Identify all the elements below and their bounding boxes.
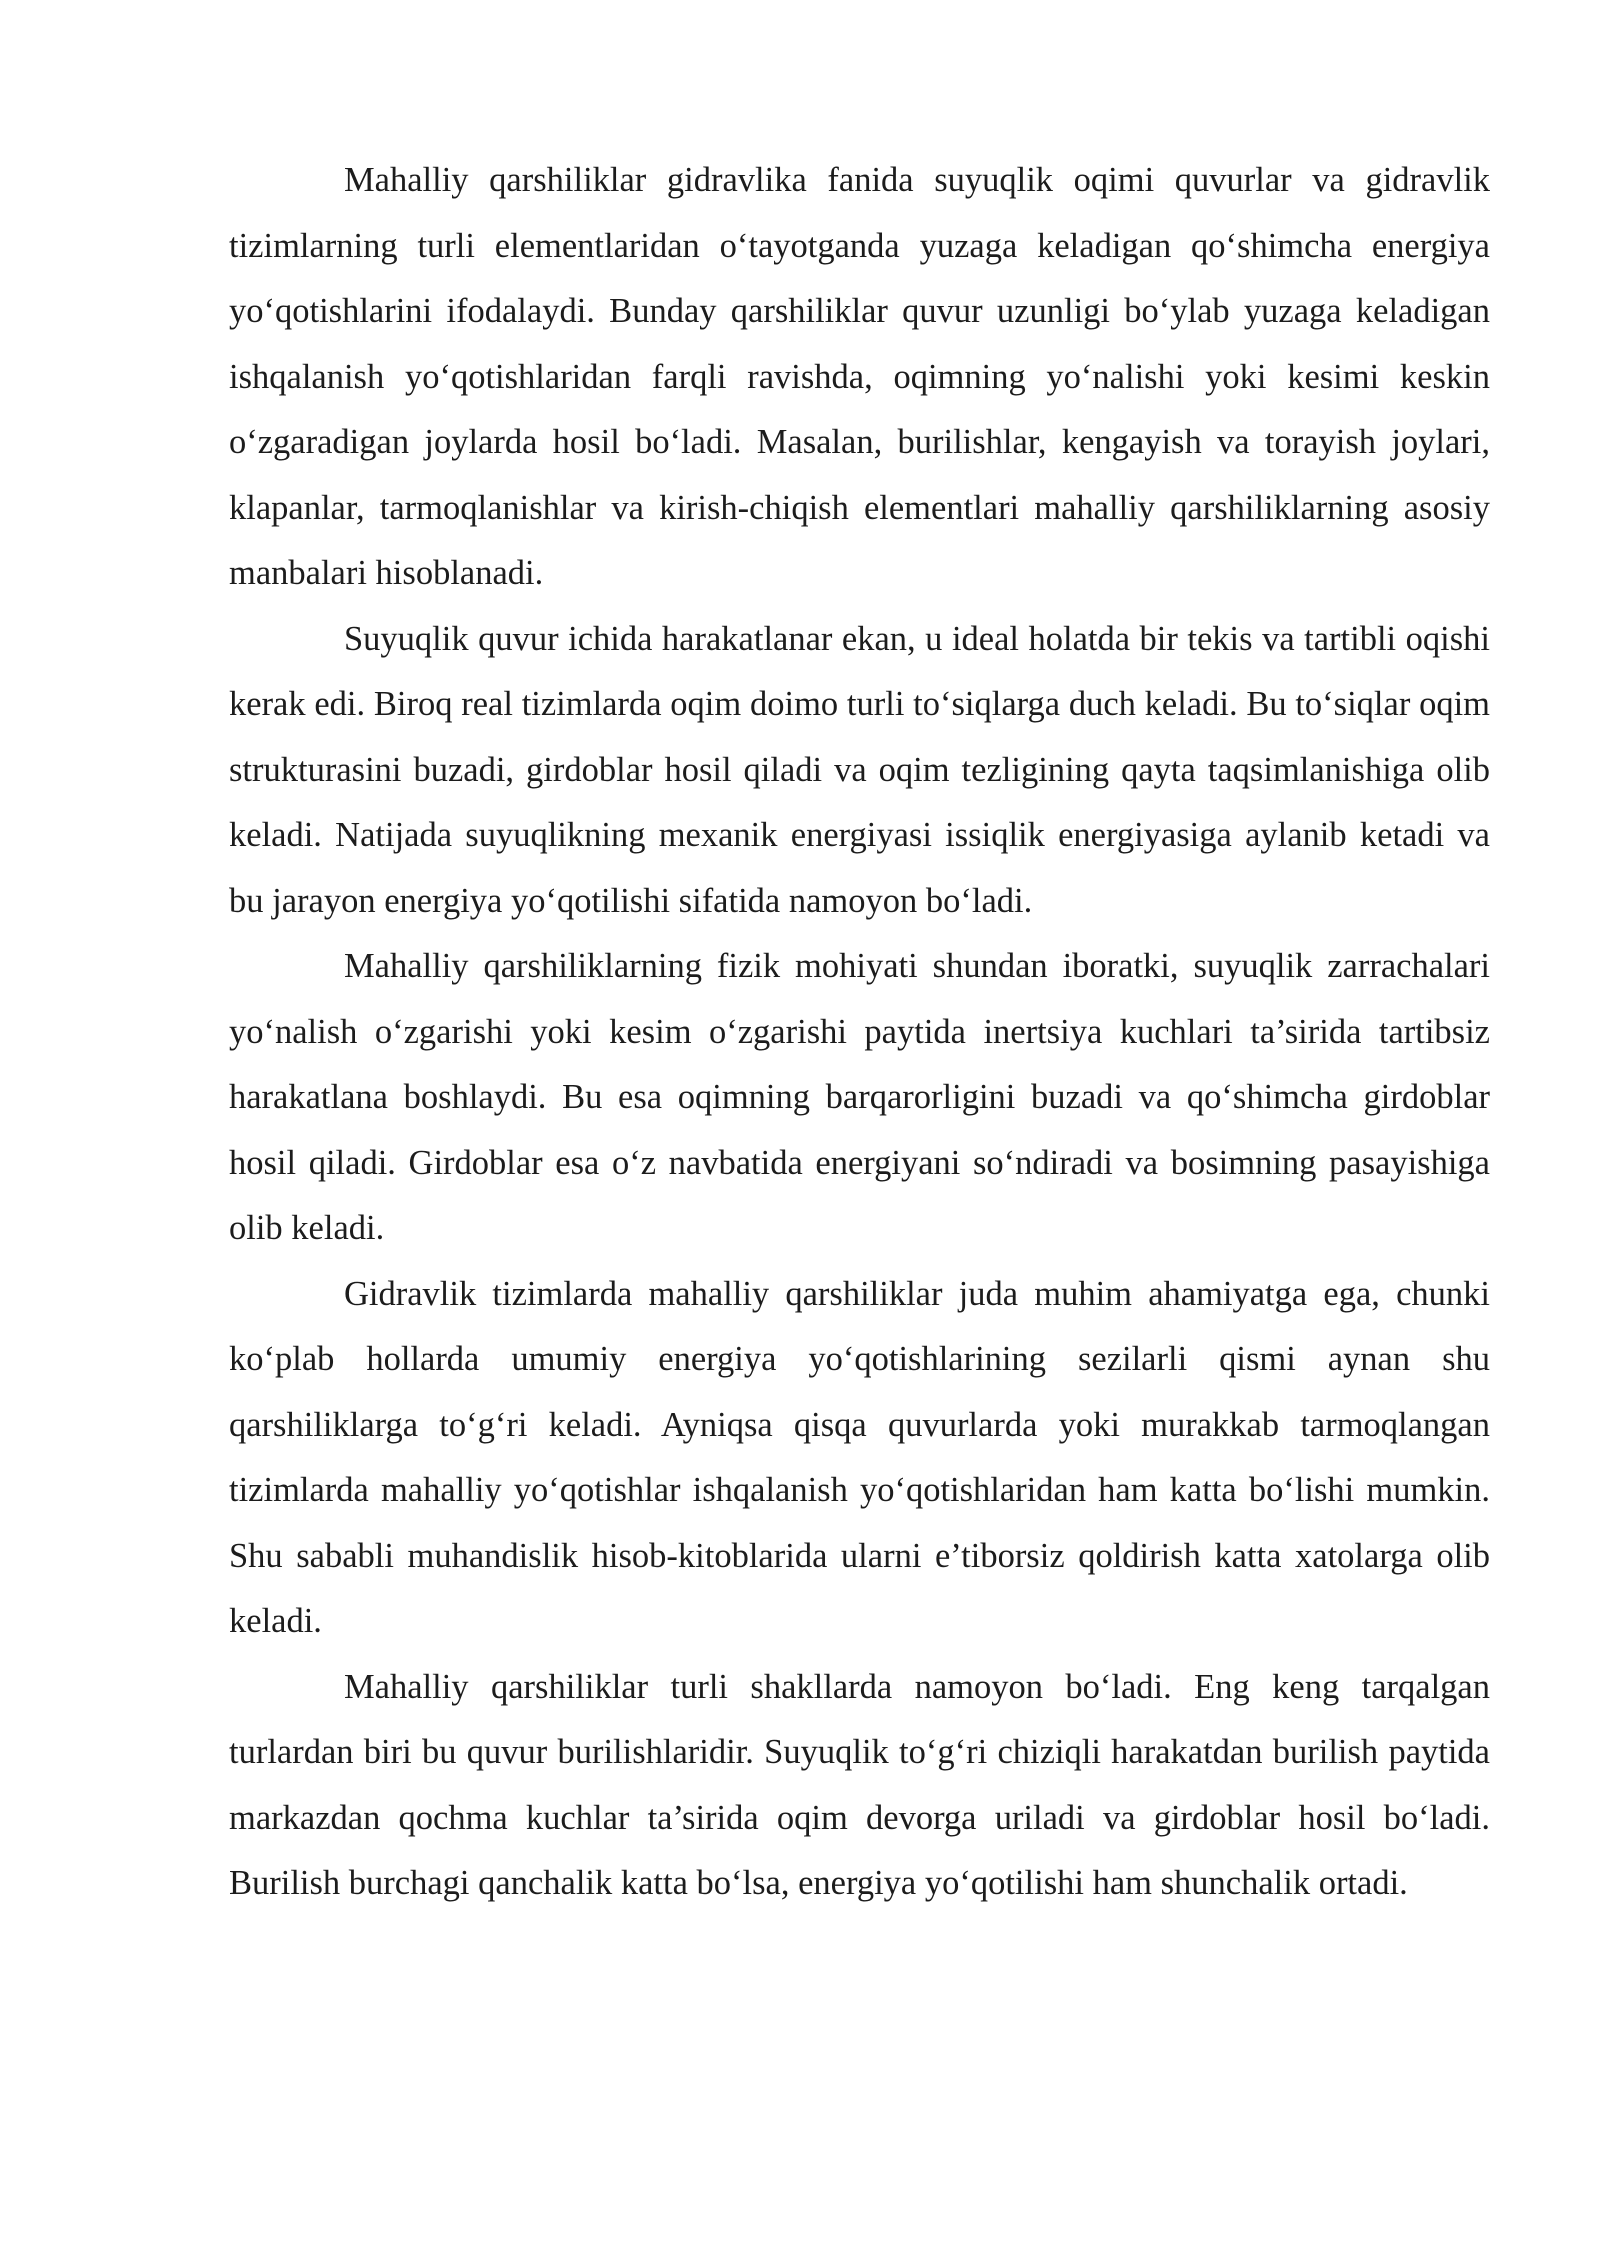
document-body xyxy=(229,148,1490,1917)
paragraph: Suyuqlik quvur ichida harakatlanar ekan, u ideal holatda bir tekis va tartibli oqishi kerak edi. Biroq real tizimlarda oqim doimo turli toʻsiqlarga duch keladi. Bu toʻsiqlar oqim strukturasini buzadi, girdoblar hosil qiladi va oqim tezligining qayta taqsimlanishiga olib keladi. Natijada suyuqlikning mexanik energiyasi issiqlik energiyasiga aylanib ketadi va bu jarayon energiya yoʻqotilishi sifatida namoyon boʻladi. xyxy=(229,619,1490,920)
paragraph: Mahalliy qarshiliklarning fizik mohiyati shundan iboratki, suyuqlik zarrachalari yoʻnalish oʻzgarishi yoki kesim oʻzgarishi paytida inertsiya kuchlari ta’sirida tartibsiz harakatlana boshlaydi. Bu esa oqimning barqarorligini buzadi va qoʻshimcha girdoblar hosil qiladi. Girdoblar esa oʻz navbatida energiyani soʻndiradi va bosimning pasayishiga olib keladi. xyxy=(229,947,1490,1247)
paragraph: Mahalliy qarshiliklar gidravlika fanida suyuqlik oqimi quvurlar va gidravlik tizimlarning turli elementlaridan oʻtayotganda yuzaga keladigan qoʻshimcha energiya yoʻqotishlarini ifodalaydi. Bunday qarshiliklar quvur uzunligi boʻylab yuzaga keladigan ishqalanish yoʻqotishlaridan farqli ravishda, oqimning yoʻnalishi yoki kesimi keskin oʻzgaradigan joylarda hosil boʻladi. Masalan, burilishlar, kengayish va torayish joylari, klapanlar, tarmoqlanishlar va kirish-chiqish elementlari mahalliy qarshiliklarning asosiy manbalari hisoblanadi. xyxy=(229,161,1490,592)
paragraph: Mahalliy qarshiliklar turli shakllarda namoyon boʻladi. Eng keng tarqalgan turlardan biri bu quvur burilishlaridir. Suyuqlik toʻgʻri chiziqli harakatdan burilish paytida markazdan qochma kuchlar ta’sirida oqim devorga uriladi va girdoblar hosil boʻladi. Burilish burchagi qanchalik katta boʻlsa, energiya yoʻqotilishi ham shunchalik ortadi. xyxy=(229,1667,1490,1902)
paragraph: Gidravlik tizimlarda mahalliy qarshiliklar juda muhim ahamiyatga ega, chunki koʻplab hollarda umumiy energiya yoʻqotishlarining sezilarli qismi aynan shu qarshiliklarga toʻgʻri keladi. Ayniqsa qisqa quvurlarda yoki murakkab tarmoqlangan tizimlarda mahalliy yoʻqotishlar ishqalanish yoʻqotishlaridan ham katta boʻlishi mumkin. Shu sababli muhandislik hisob-kitoblarida ularni e’tiborsiz qoldirish katta xatolarga olib keladi. xyxy=(229,1274,1490,1640)
